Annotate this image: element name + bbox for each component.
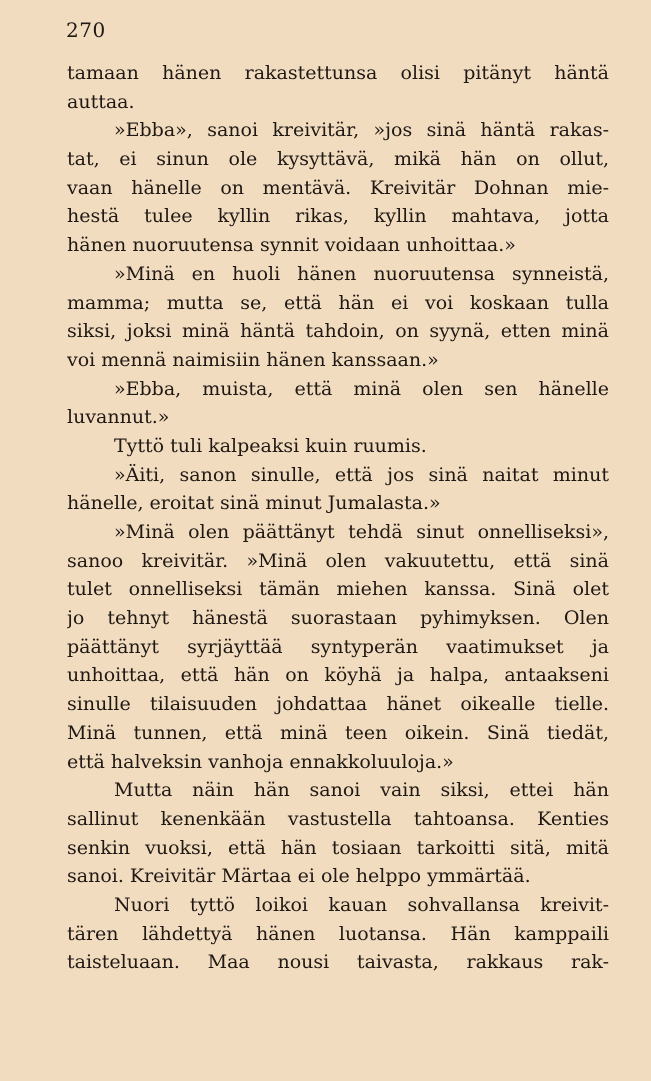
text-line: sinulle tilaisuuden johdattaa hänet oikealle tielle. [67,693,609,716]
text-line: tamaan hänen rakastettunsa olisi pitänyt häntä [67,62,609,84]
text-line: unhoittaa, että hän on köyhä ja halpa, antaakseni [67,664,609,687]
text-line: taisteluaan. Maa nousi taivasta, rakkaus rak- [67,951,609,974]
text-line: »Ebba, muista, että minä olen sen hänelle [114,377,609,400]
text-line: että halveksin vanhoja ennakkoluuloja.» [67,750,454,773]
text-line: mamma; mutta se, että hän ei voi koskaan tulla [67,291,609,314]
text-line: jo tehnyt hänestä suorastaan pyhimyksen. Olen [67,607,609,630]
text-block [67,59,609,977]
page-number: 270 [66,18,106,42]
text-line: Nuori tyttö loikoi kauan sohvallansa kreivit- [114,893,609,916]
text-line: päättänyt syrjäyttää syntyperän vaatimukset ja [67,635,609,658]
text-line: sallinut kenenkään vastustella tahtoansa. Kenties [67,807,609,830]
text-line: »Ebba», sanoi kreivitär, »jos sinä häntä rakas- [114,119,609,142]
text-line: senkin vuoksi, että hän tosiaan tarkoitti sitä, mitä [67,836,609,859]
text-line: auttaa. [67,90,135,113]
text-line: Minä tunnen, että minä teen oikein. Sinä tiedät, [67,721,609,744]
text-line: sanoo kreivitär. »Minä olen vakuutettu, että sinä [67,549,609,572]
text-line: Mutta näin hän sanoi vain siksi, ettei hän [114,779,609,802]
text-line: siksi, joksi minä häntä tahdoin, on syynä, etten minä [67,320,609,343]
text-line: sanoi. Kreivitär Märtaa ei ole helppo ymmärtää. [67,865,531,888]
text-line: Tyttö tuli kalpeaksi kuin ruumis. [114,434,427,457]
text-line: hänelle, eroitat sinä minut Jumalasta.» [67,492,441,515]
text-line: hestä tulee kyllin rikas, kyllin mahtava, jotta [67,205,609,228]
text-line: tat, ei sinun ole kysyttävä, mikä hän on ollut, [67,148,609,171]
text-line: hänen nuoruutensa synnit voidaan unhoittaa.» [67,234,516,257]
text-line: luvannut.» [67,406,170,429]
text-line: voi mennä naimisiin hänen kanssaan.» [67,348,439,371]
text-line: »Äiti, sanon sinulle, että jos sinä naitat minut [114,463,609,486]
text-line: »Minä en huoli hänen nuoruutensa synneistä, [114,262,609,285]
text-line: tären lähdettyä hänen luotansa. Hän kamppaili [67,922,609,945]
text-line: »Minä olen päättänyt tehdä sinut onnelliseksi», [114,521,609,543]
text-line: tulet onnelliseksi tämän miehen kanssa. Sinä olet [67,578,609,601]
text-line: vaan hänelle on mentävä. Kreivitär Dohnan mie- [67,176,609,199]
